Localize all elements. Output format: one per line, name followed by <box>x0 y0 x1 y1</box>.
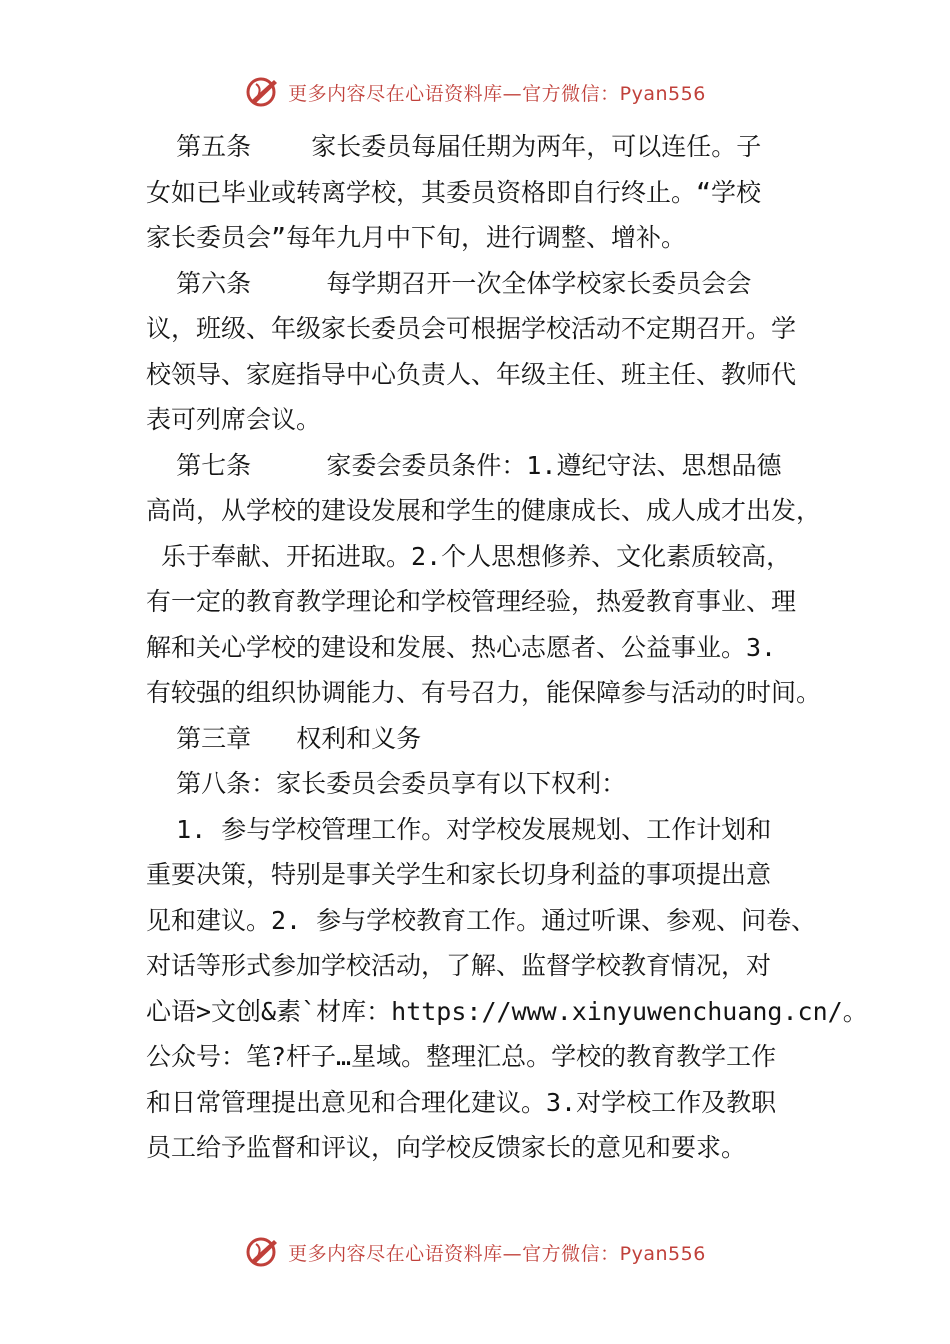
text-line: 第七条 家委会委员条件：1.遵纪守法、思想品德 <box>146 450 782 480</box>
text-line: 第五条 家长委员每届任期为两年，可以连任。子 <box>146 132 762 161</box>
text-line: 女如已毕业或转离学校，其委员资格即自行终止。“学校 <box>146 177 762 207</box>
text-line: 有较强的组织协调能力、有号召力，能保障参与活动的时间。 <box>146 678 822 707</box>
text-line: 家长委员会”每年九月中下旬，进行调整、增补。 <box>146 223 687 252</box>
text-line: 第八条：家长委员会委员享有以下权利： <box>146 769 627 798</box>
text-line: 议，班级、年级家长委员会可根据学校活动不定期召开。学 <box>146 314 797 343</box>
text-line: 校领导、家庭指导中心负责人、年级主任、班主任、教师代 <box>146 359 797 389</box>
text-line: 心语>文创&素`材库：https://www.xinyuwenchuang.cn/。 <box>146 996 868 1026</box>
footer-banner-text: 更多内容尽在心语资料库—官方微信：Pyan556 <box>288 1242 706 1265</box>
text-line: 公众号：笔?杆子…星域。整理汇总。学校的教育教学工作 <box>146 1042 777 1071</box>
chapter-heading: 第三章 权利和义务 <box>146 723 422 753</box>
text-line: 乐于奉献、开拓进取。2.个人思想修养、文化素质较高， <box>146 541 792 571</box>
footer-banner <box>0 1232 950 1272</box>
pen-logo-icon <box>244 1234 284 1270</box>
text-line: 重要决策，特别是事关学生和家长切身利益的事项提出意 <box>146 860 772 889</box>
text-line: 第六条 每学期召开一次全体学校家长委员会会 <box>146 268 752 298</box>
text-line: 表可列席会议。 <box>146 405 322 434</box>
text-line: 见和建议。2. 参与学校教育工作。通过听课、参观、问卷、 <box>146 905 817 935</box>
text-line: 和日常管理提出意见和合理化建议。3.对学校工作及教职 <box>146 1087 777 1117</box>
text-line: 高尚，从学校的建设发展和学生的健康成长、成人成才出发， <box>146 496 822 525</box>
header-banner <box>0 72 950 112</box>
document-body <box>146 124 868 1171</box>
text-line: 有一定的教育教学理论和学校管理经验，热爱教育事业、理 <box>146 587 797 616</box>
header-banner-text: 更多内容尽在心语资料库—官方微信：Pyan556 <box>288 82 706 105</box>
pen-logo-icon <box>244 74 284 110</box>
text-line: 员工给予监督和评议，向学校反馈家长的意见和要求。 <box>146 1133 747 1162</box>
text-line: 1. 参与学校管理工作。对学校发展规划、工作计划和 <box>146 814 772 844</box>
text-line: 解和关心学校的建设和发展、热心志愿者、公益事业。3. <box>146 632 777 662</box>
text-line: 对话等形式参加学校活动，了解、监督学校教育情况，对 <box>146 951 772 980</box>
